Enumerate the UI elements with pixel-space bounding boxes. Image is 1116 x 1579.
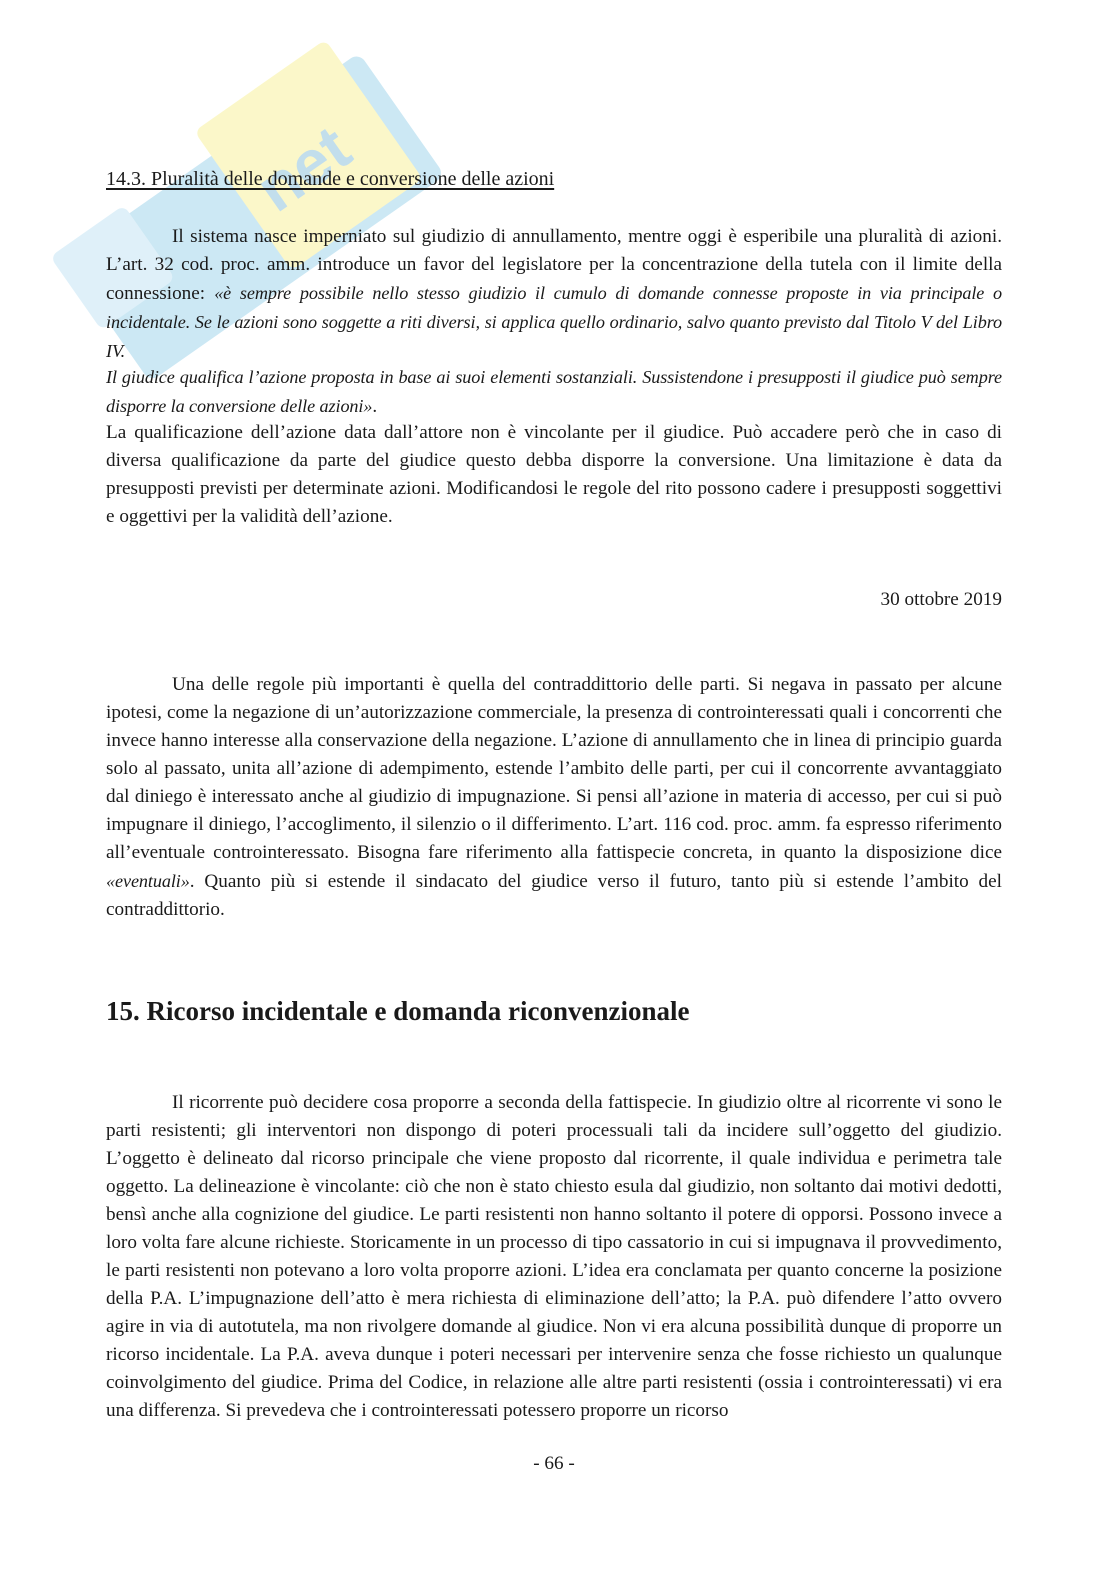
- page-number: - 66 -: [533, 1453, 575, 1474]
- art-32-quote: «è sempre possibile nello stesso giudizio il cumulo di domande connesse proposte in via principale o incidentale. Se le azioni sono soggette a riti diversi, si applica quello ordinario, salvo quanto previsto dal Titolo V del Libro IV.: [106, 283, 1002, 361]
- section-14-3-paragraph-1: [106, 223, 1002, 366]
- section-15-paragraph-1: Il ricorrente può decidere cosa proporre a seconda della fattispecie. In giudizio oltre al ricorrente vi sono le parti resistenti; gli interventori non dispongo di poteri processuali tali da incidere sull’oggetto del giudizio. L’oggetto è delineato dal ricorso principale che viene proposto dal ricorrente, il quale individua e perimetra tale oggetto. La delineazione è vincolante: ciò che non è stato chiesto esula dal giudizio, non soltanto dai motivi dedotti, bensì anche alla cognizione del giudice. Le parti resistenti non hanno soltanto il potere di opporsi. Possono invece a loro volta fare alcune richieste. Storicamente in un processo di tipo cassatorio in cui si impugnava il provvedimento, le parti resistenti non potevano a loro volta proporre azioni. L’idea era conclamata per quanto concerne la posizione della P.A. L’impugnazione dell’atto è mera richiesta di eliminazione dell’atto; la P.A. può difendere l’atto ovvero agire in via di autotutela, ma non rivolgere domande al giudice. Non vi era alcuna possibilità dunque di proporre un ricorso incidentale. La P.A. aveva dunque i poteri necessari per intervenire senza che fosse richiesto un qualunque coinvolgimento del giudice. Prima del Codice, in relazione alle altre parti resistenti (ossia i controinteressati) vi era una differenza. Si prevedeva che i controinteressati potessero proporre un ricorso: [106, 1092, 1002, 1421]
- art-32-quote-continued: Il giudice qualifica l’azione proposta in base ai suoi elementi sostanziali. Sussistendone i presupposti il giudice può sempre disporre la conversione delle azioni»: [106, 367, 1002, 416]
- contraddittorio-paragraph: [106, 671, 1002, 924]
- section-14-3-title: 14.3. Pluralità delle domande e conversione delle azioni: [106, 168, 555, 190]
- contraddittorio-text-end: . Quanto più si estende il sindacato del giudice verso il futuro, tanto più si estende l’ambito del contraddittorio.: [106, 871, 1002, 920]
- art-32-intro: Il sistema nasce imperniato sul giudizio di annullamento, mentre oggi è esperibile una pluralità di azioni. L’art. 32 cod. proc. amm. introduce un favor del legislatore per la concentrazione della tutela con il limite della connessione:: [106, 226, 1002, 304]
- svg-text:net: net: [243, 111, 364, 226]
- lecture-date: 30 ottobre 2019: [880, 589, 1002, 610]
- art-32-quote-end: .: [372, 396, 378, 417]
- contraddittorio-text: Una delle regole più importanti è quella del contraddittorio delle parti. Si negava in passato per alcune ipotesi, come la negazione di un’autorizzazione commerciale, la presenza di controinteressati quali i concorrenti che invece hanno interesse alla conservazione della negazione. L’azione di annullamento che in linea di principio guarda solo al passato, unita all’azione di adempimento, estende l’ambito delle parti, per cui il concorrente avvantaggiato dal diniego è interessato anche al giudizio di impugnazione. Si pensi all’azione in materia di accesso, per cui si può impugnare il diniego, l’accoglimento, il silenzio o il differimento. L’art. 116 cod. proc. amm. fa espresso riferimento all’eventuale controinteressato. Bisogna fare riferimento alla fattispecie concreta, in quanto la disposizione dice: [106, 674, 1002, 863]
- section-14-3-paragraph-2: [106, 363, 1002, 421]
- section-15-title: 15. Ricorso incidentale e domanda riconvenzionale: [106, 996, 690, 1026]
- eventuali-quote: «eventuali»: [106, 871, 190, 891]
- section-14-3-paragraph-3: La qualificazione dell’azione data dall’attore non è vincolante per il giudice. Può accadere però che in caso di diversa qualificazione da parte del giudice questo debba disporre la conversione. Una limitazione è data da presupposti previsti per determinate azioni. Modificandosi le regole del rito possono cadere i presupposti soggettivi e oggettivi per la validità dell’azione.: [106, 422, 1002, 527]
